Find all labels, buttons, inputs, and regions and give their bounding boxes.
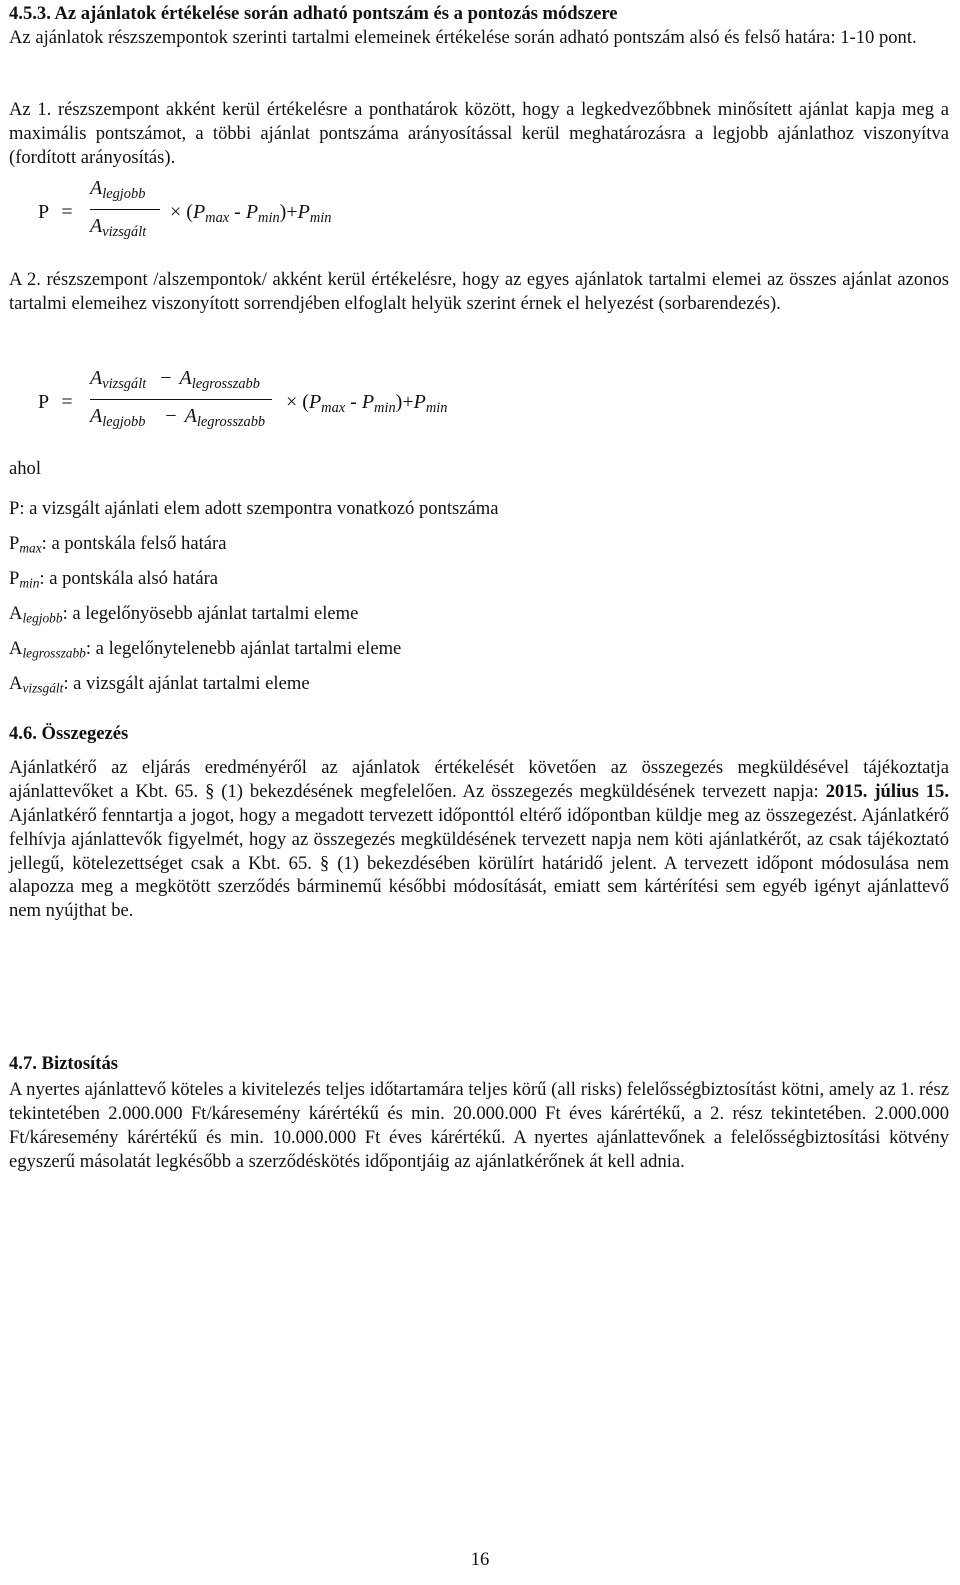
section-heading-4-5-3: 4.5.3. Az ajánlatok értékelése során adható pontszám és a pontozás módszere bbox=[9, 3, 618, 24]
criterion-1-paragraph: Az 1. részszempont akként kerül értékelésre a ponthatárok között, hogy a legkedvezőbbnek minősített ajánlat kapja meg a maximális pontszámot, a többi ajánlat pontszáma arányosítással kerül meghatározásra a legjobb ajánlathoz viszonyítva (fordított arányosítás). bbox=[9, 99, 949, 168]
section-heading-4-7: 4.7. Biztosítás bbox=[9, 1053, 118, 1074]
definition-p: P: a vizsgált ajánlati elem adott szempontra vonatkozó pontszáma bbox=[9, 498, 499, 519]
fraction2-bar bbox=[90, 399, 272, 400]
criterion-2-paragraph: A 2. részszempont /alszempontok/ akként kerül értékelésre, hogy az egyes ajánlatok tartalmi elemei az összes ajánlat azonos tartalmi elemeihez viszonyított sorrendjében elfoglalt helyük szerint érnek el helyezést (sorbarendezés). bbox=[9, 269, 949, 314]
formula2-equals: = bbox=[61, 391, 73, 413]
fraction-bar bbox=[90, 209, 160, 210]
fraction2-denominator: $A_{legjobb} - A_{legrosszabb}$ bbox=[90, 405, 266, 431]
formula-ranking bbox=[38, 367, 518, 444]
scoring-range-paragraph: Az ajánlatok részszempontok szerinti tartalmi elemeinek értékelése során adható pontszám alsó és felső határa: 1-10 pont. bbox=[9, 27, 917, 48]
formula-equals: = bbox=[61, 201, 73, 223]
section-heading-4-6: 4.6. Összegezés bbox=[9, 723, 129, 744]
fraction-numerator: $A_{legjobb}$ bbox=[90, 177, 146, 203]
fraction-denominator: $A_{vizsgált}$ bbox=[90, 215, 147, 241]
formula-fraction bbox=[90, 177, 162, 250]
where-label: ahol bbox=[9, 458, 42, 479]
definition-a-worst: $A_{legrosszabb}$: a legelőnytelenebb ajánlat tartalmi eleme bbox=[9, 638, 402, 661]
definition-p-min: $P_{min}$: a pontskála alsó határa bbox=[9, 568, 219, 591]
summary-paragraph: Ajánlatkérő az eljárás eredményéről az ajánlatok értékelését követően az összegezés megküldésével tájékoztatja ajánlattevőket a Kbt. 65. § (1) bekezdésének megfelelően. Az összegezés megküldésének tervezett napja: 2015. július 15. Ajánlatkérő fenntartja a jogot, hogy a megadott tervezett időponttól eltérő időpontban küldje meg az összegezést. Ajánlatkérő felhívja ajánlattevők figyelmét, hogy az összegezés megküldésének tervezett napja nem köti ajánlatkérőt, az csak tájékoztató jellegű, kötelezettséget csak a Kbt. 65. § (1) bekezdésében körülírt határidő jelent. A tervezett időpont módosulása nem alapozza meg a megkötött szerződés bárminemű későbbi módosítását, emiatt sem kártérítési sem egyéb igényt ajánlattevő nem nyújthat be. bbox=[9, 757, 949, 922]
insurance-paragraph: A nyertes ajánlattevő köteles a kivitelezés teljes időtartamára teljes körű (all risks) felelősségbiztosítást kötni, amely az 1. rész tekintetében 2.000.000 Ft/káresemény kárértékű és min. 20.000.000 Ft éves kárértékű, a 2. rész tekintetében. 2.000.000 Ft/káresemény kárértékű és min. 10.000.000 Ft éves kárértékű. A nyertes ajánlattevőnek a felelősségbiztosítási kötvény egyszerű másolatát legkésőbb a szerződéskötés időpontjáig az ajánlatkérőnek át kell adnia. bbox=[9, 1079, 949, 1172]
formula2-fraction bbox=[90, 367, 280, 444]
symbol-definitions bbox=[9, 491, 949, 701]
definition-a-examined: $A_{vizsgált}$: a vizsgált ajánlat tartalmi eleme bbox=[9, 673, 310, 696]
definition-a-best: $A_{legjobb}$: a legelőnyösebb ajánlat tartalmi eleme bbox=[9, 603, 359, 626]
formula2-lhs-p: P bbox=[38, 391, 49, 413]
fraction2-numerator: $A_{vizsgált} - A_{legrosszabb}$ bbox=[90, 367, 260, 393]
formula-rhs: × $(P_{max} - P_{min})+P_{min}$ bbox=[170, 201, 332, 227]
formula2-rhs: × $(P_{max} - P_{min})+P_{min}$ bbox=[286, 391, 448, 417]
formula-inverse-proportional bbox=[38, 177, 398, 250]
page-number: 16 bbox=[470, 1549, 490, 1570]
summary-date: 2015. július 15. bbox=[825, 780, 949, 802]
formula-lhs-p: P bbox=[38, 201, 49, 223]
definition-p-max: $P_{max}$: a pontskála felső határa bbox=[9, 533, 227, 556]
